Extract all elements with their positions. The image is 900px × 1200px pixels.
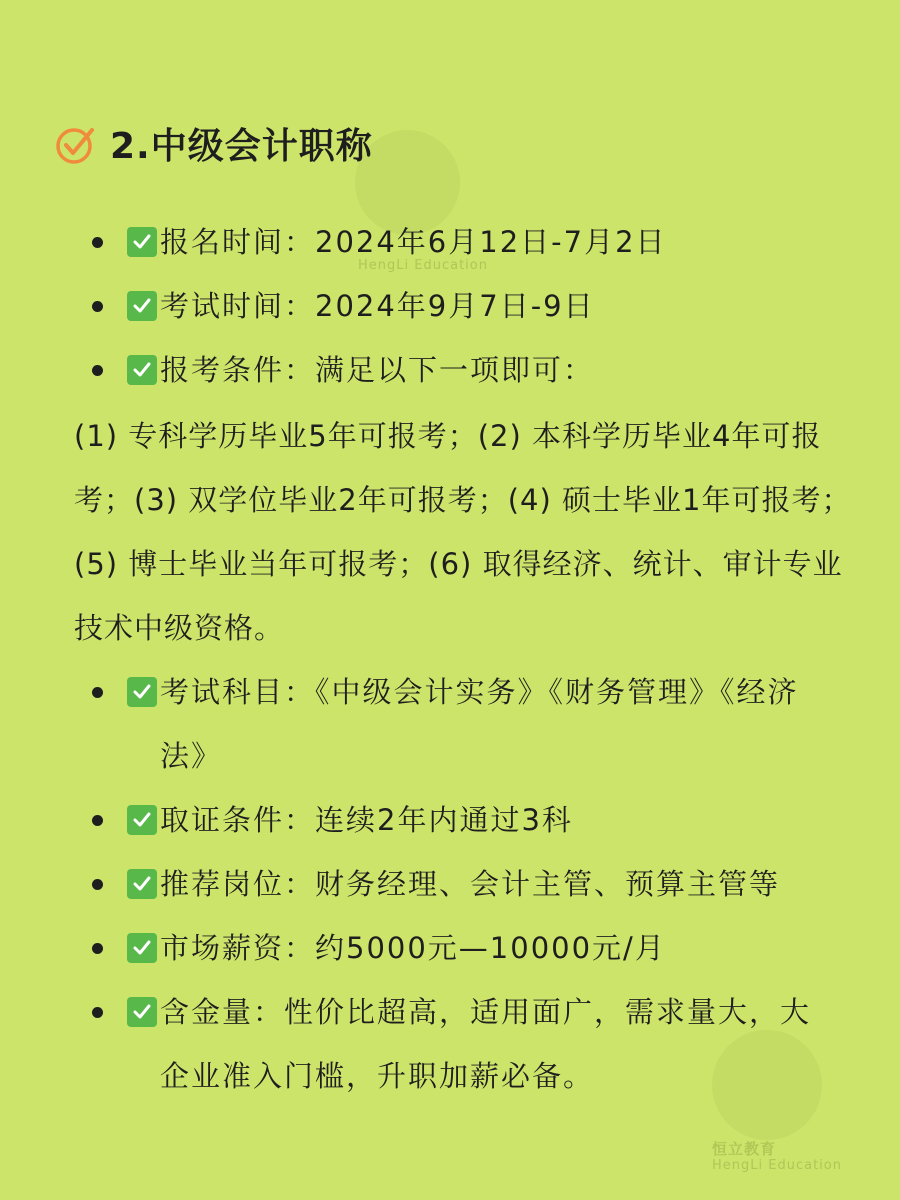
list-item-label: 含金量：性价比超高，适用面广，需求量大，大企业准入门槛，升职加薪必备。 bbox=[160, 995, 812, 1093]
bullet-dot bbox=[92, 687, 103, 698]
section-title bbox=[52, 118, 373, 169]
green-check-box-icon bbox=[127, 933, 157, 963]
watermark-subtext: HengLi Education bbox=[358, 258, 488, 273]
orange-check-circle-icon bbox=[52, 120, 100, 168]
list-item bbox=[92, 210, 667, 274]
green-check-box-icon bbox=[127, 291, 157, 321]
green-check-box-icon bbox=[127, 227, 157, 257]
list-item bbox=[92, 916, 666, 980]
list-item-label: 考试时间：2024年9月7日-9日 bbox=[160, 289, 595, 323]
list-item bbox=[92, 338, 594, 402]
watermark-name: 恒立教育 bbox=[712, 1140, 777, 1158]
bullet-dot bbox=[92, 301, 103, 312]
list-item-label: 推荐岗位：财务经理、会计主管、预算主管等 bbox=[160, 867, 781, 901]
bullet-dot bbox=[92, 237, 103, 248]
list-item bbox=[92, 660, 812, 788]
green-check-box-icon bbox=[127, 805, 157, 835]
page-title: 2.中级会计职称 bbox=[110, 126, 373, 167]
list-item-label: 报名时间：2024年6月12日-7月2日 bbox=[160, 225, 667, 259]
list-item bbox=[92, 980, 812, 1108]
conditions-paragraph: (1) 专科学历毕业5年可报考；(2) 本科学历毕业4年可报考；(3) 双学位毕业2年可报考；(4) 硕士毕业1年可报考；(5) 博士毕业当年可报考；(6) 取得经济、统计、审计专业技术中级资格。 bbox=[74, 419, 852, 645]
list-item-label: 市场薪资：约5000元—10000元/月 bbox=[160, 931, 666, 965]
green-check-box-icon bbox=[127, 997, 157, 1027]
bullet-dot bbox=[92, 815, 103, 826]
green-check-box-icon bbox=[127, 677, 157, 707]
green-check-box-icon bbox=[127, 355, 157, 385]
list-item bbox=[92, 788, 573, 852]
list-item bbox=[92, 852, 780, 916]
list-item-label: 报考条件：满足以下一项即可： bbox=[160, 353, 595, 387]
list-item-label: 取证条件：连续2年内通过3科 bbox=[160, 803, 573, 837]
bullet-dot bbox=[92, 879, 103, 890]
list-item bbox=[92, 274, 595, 338]
bullet-dot bbox=[92, 943, 103, 954]
bullet-dot bbox=[92, 365, 103, 376]
list-item-label: 考试科目：《中级会计实务》《财务管理》《经济法》 bbox=[160, 675, 799, 773]
bullet-dot bbox=[92, 1007, 103, 1018]
watermark-subtext-bottom: HengLi Education bbox=[712, 1158, 842, 1173]
green-check-box-icon bbox=[127, 869, 157, 899]
